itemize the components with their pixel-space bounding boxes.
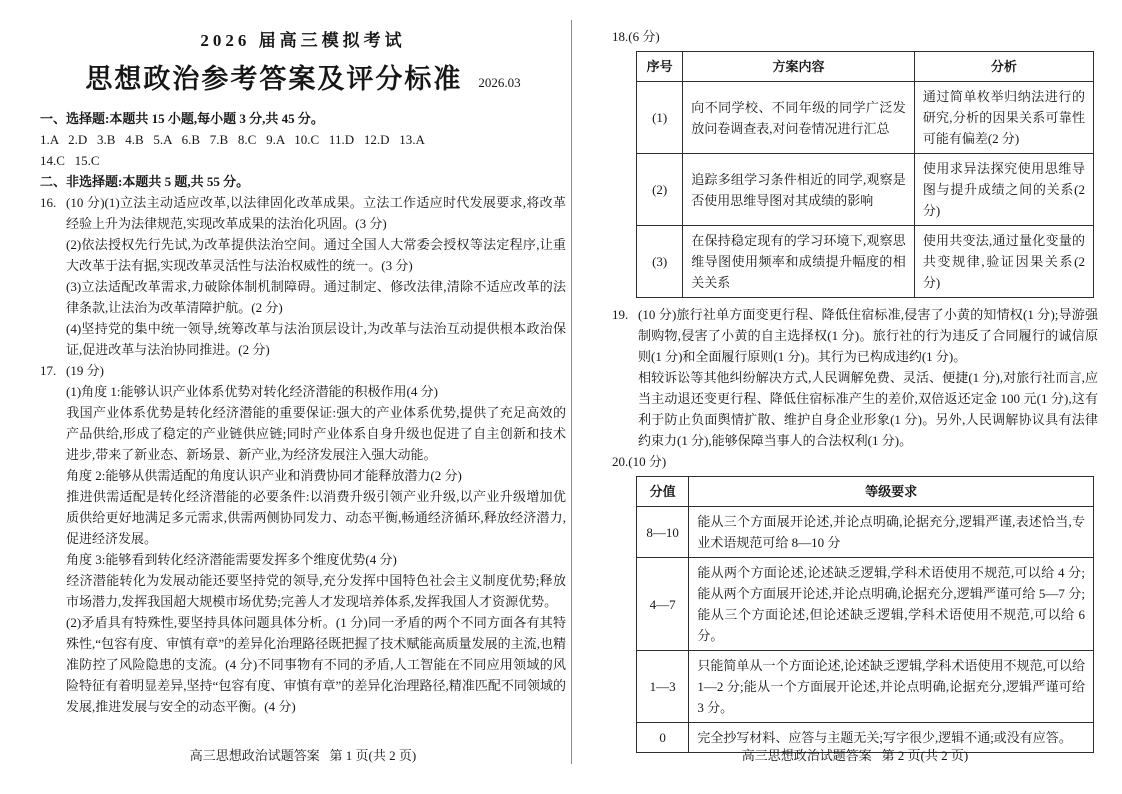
scheme-cell: 追踪多组学习条件相近的同学,观察是否使用思维导图对其成绩的影响 bbox=[683, 154, 915, 226]
score-range-cell: 4—7 bbox=[637, 558, 689, 651]
paragraph-text: (10 分)(1)立法主动适应改革,以法律固化改革成果。立法工作适应时代发展要求,将改革经验上升为法律规范,实现改革成果的法治化巩固。(3 分) bbox=[66, 195, 566, 231]
requirement-cell: 完全抄写材料、应答与主题无关;写字很少,逻辑不通;或没有应答。 bbox=[689, 723, 1094, 753]
paragraph-text: (2)依法授权先行先试,为改革提供法治空间。通过全国人大常委会授权等法定程序,让重大改革于法有据,实现改革灵活性与法治权威性的统一。(3 分) bbox=[66, 237, 566, 273]
paragraph-text: (2)矛盾具有特殊性,要坚持具体问题具体分析。(1 分)同一矛盾的两个不同方面各有其特殊性,“包容有度、审慎有章”的差异化治理路径既把握了技术赋能高质量发展的主流,也精准防控了风险隐患的支流。(4 分)不同事物有不同的矛盾,人工智能在不同应用领域的风险特征有着明显差异,坚持“包容有度、审慎有章”的差异化治理路径,精准匹配不同领域的发展,推进发展与安全的动态平衡。(4 分) bbox=[66, 615, 566, 714]
paragraph-text: 相较诉讼等其他纠纷解决方式,人民调解免费、灵活、便捷(1 分),对旅行社而言,应当主动退还变更行程、降低住宿标准产生的差价,双倍返还定金 100 元(1 分),这有利于防止负面舆情扩散、维护自身企业形象(1 分)。另外,人民调解协议具有法律约束力(1 分),能够保障当事人的合法权利(1 分)。 bbox=[638, 370, 1098, 448]
answer-paragraph bbox=[40, 465, 566, 486]
scheme-cell: 在保持稳定现有的学习环境下,观察思维导图使用频率和成绩提升幅度的相关关系 bbox=[683, 226, 915, 298]
paragraph-text: 我国产业体系优势是转化经济潜能的重要保证:强大的产业体系优势,提供了充足高效的产品供给,形成了稳定的产业链供应链;同时产业体系自身升级也促进了自主创新和技术进步,带来了新业态、新场景、新产业,为经济发展注入强大动能。 bbox=[66, 405, 566, 462]
answer-paragraph bbox=[40, 276, 566, 318]
column-header: 分析 bbox=[914, 52, 1093, 82]
requirement-cell: 能从两个方面论述,论述缺乏逻辑,学科术语使用不规范,可以给 4 分;能从两个方面展开论述,并论点明确,论据充分,逻辑严谨可给 5—7 分;能从三个方面论述,但论述缺乏逻辑,学科术语使用不规范,可以给 6 分。 bbox=[689, 558, 1094, 651]
page-divider bbox=[571, 20, 572, 764]
paragraph-text: (3)立法适配改革需求,力破除体制机制障碍。通过制定、修改法律,清除不适应改革的法律条款,让法治为改革清障护航。(2 分) bbox=[66, 279, 566, 315]
column-header: 序号 bbox=[637, 52, 683, 82]
question-17-answer bbox=[40, 360, 566, 717]
answer-paragraph bbox=[40, 612, 566, 717]
answer-paragraph bbox=[40, 549, 566, 570]
analysis-cell: 使用求异法探究使用思维导图与提升成绩之间的关系(2 分) bbox=[914, 154, 1093, 226]
answer-paragraph bbox=[40, 570, 566, 612]
answer-paragraph bbox=[612, 367, 1098, 451]
score-range-cell: 8—10 bbox=[637, 507, 689, 558]
scheme-cell: 向不同学校、不同年级的同学广泛发放问卷调查表,对问卷情况进行汇总 bbox=[683, 82, 915, 154]
score-range-cell: 1—3 bbox=[637, 651, 689, 723]
exam-title: 2026 届高三模拟考试 bbox=[200, 31, 406, 50]
mcq-answers-line2: 14.C 15.C bbox=[40, 153, 100, 168]
table-row bbox=[637, 558, 1094, 651]
subject-title: 思想政治参考答案及评分标准 bbox=[85, 64, 463, 94]
row-number: (3) bbox=[637, 226, 683, 298]
table-header-row bbox=[637, 52, 1094, 82]
answer-paragraph bbox=[40, 192, 566, 234]
column-header: 等级要求 bbox=[689, 477, 1094, 507]
answer-paragraph bbox=[40, 318, 566, 360]
paragraph-text: (1)角度 1:能够认识产业体系优势对转化经济潜能的积极作用(4 分) bbox=[66, 384, 438, 399]
question-19-answer bbox=[612, 304, 1098, 451]
answer-paragraph bbox=[40, 402, 566, 465]
table-row bbox=[637, 507, 1094, 558]
paragraph-text: (4)坚持党的集中统一领导,统筹改革与法治顶层设计,为改革与法治互动提供根本政治保证,促进改革与法治协同推进。(2 分) bbox=[66, 321, 566, 357]
question-18-label: 18.(6 分) bbox=[612, 29, 660, 44]
row-number: (1) bbox=[637, 82, 683, 154]
row-number: (2) bbox=[637, 154, 683, 226]
column-header: 分值 bbox=[637, 477, 689, 507]
paragraph-text: 推进供需适配是转化经济潜能的必要条件:以消费升级引领产业升级,以产业升级增加优质供给更好地满足多元需求,供需两侧协同发力、动态平衡,畅通经济循环,释放经济潜力,促进经济发展。 bbox=[66, 489, 566, 546]
q20-rubric-table bbox=[636, 476, 1094, 753]
answer-paragraph bbox=[40, 234, 566, 276]
section2-header: 二、非选择题:本题共 5 题,共 55 分。 bbox=[40, 174, 250, 189]
paragraph-text: 经济潜能转化为发展动能还要坚持党的领导,充分发挥中国特色社会主义制度优势;释放市场潜力,发挥我国超大规模市场优势;完善人才发现培养体系,发挥我国人才资源优势。 bbox=[66, 573, 566, 609]
table-header-row bbox=[637, 477, 1094, 507]
paragraph-text: 角度 3:能够看到转化经济潜能需要发挥多个维度优势(4 分) bbox=[66, 552, 397, 567]
question-number: 17. bbox=[40, 363, 57, 378]
subject-title-row bbox=[40, 62, 566, 96]
page1-footer: 高三思想政治试题答案 第 1 页(共 2 页) bbox=[189, 748, 417, 763]
question-number: 19. bbox=[612, 307, 629, 322]
table-row bbox=[637, 226, 1094, 298]
paragraph-text: (19 分) bbox=[66, 363, 104, 378]
table-row bbox=[637, 82, 1094, 154]
analysis-cell: 通过简单枚举归纳法进行的研究,分析的因果关系可靠性可能有偏差(2 分) bbox=[914, 82, 1093, 154]
answer-page-2 bbox=[612, 26, 1098, 759]
table-row bbox=[637, 651, 1094, 723]
answer-paragraph bbox=[40, 381, 566, 402]
answer-paragraph bbox=[612, 304, 1098, 367]
answer-page-1 bbox=[40, 28, 566, 717]
question-number: 16. bbox=[40, 195, 57, 210]
question-20-label: 20.(10 分) bbox=[612, 454, 667, 469]
answer-paragraph bbox=[40, 486, 566, 549]
paragraph-text: (10 分)旅行社单方面变更行程、降低住宿标准,侵害了小黄的知情权(1 分);导游强制购物,侵害了小黄的自主选择权(1 分)。旅行社的行为违反了合同履行的诚信原则(1 分)和全面履行原则(1 分)。其行为已构成违约(1 分)。 bbox=[638, 307, 1098, 364]
page2-footer: 高三思想政治试题答案 第 2 页(共 2 页) bbox=[741, 748, 969, 763]
analysis-cell: 使用共变法,通过量化变量的共变规律,验证因果关系(2 分) bbox=[914, 226, 1093, 298]
q18-scheme-table bbox=[636, 51, 1094, 298]
score-range-cell: 0 bbox=[637, 723, 689, 753]
question-16-answer bbox=[40, 192, 566, 360]
column-header: 方案内容 bbox=[683, 52, 915, 82]
mcq-answers-line1: 1.A 2.D 3.B 4.B 5.A 6.B 7.B 8.C 9.A 10.C 11.D 12.D 13.A bbox=[40, 132, 425, 147]
exam-date: 2026.03 bbox=[478, 75, 521, 90]
section1-header: 一、选择题:本题共 15 小题,每小题 3 分,共 45 分。 bbox=[40, 111, 324, 126]
paragraph-text: 角度 2:能够从供需适配的角度认识产业和消费协同才能释放潜力(2 分) bbox=[66, 468, 462, 483]
table-row bbox=[637, 154, 1094, 226]
answer-paragraph bbox=[40, 360, 566, 381]
requirement-cell: 只能简单从一个方面论述,论述缺乏逻辑,学科术语使用不规范,可以给 1—2 分;能从一个方面展开论述,并论点明确,论据充分,逻辑严谨可给 3 分。 bbox=[689, 651, 1094, 723]
requirement-cell: 能从三个方面展开论述,并论点明确,论据充分,逻辑严谨,表述恰当,专业术语规范可给 8—10 分 bbox=[689, 507, 1094, 558]
